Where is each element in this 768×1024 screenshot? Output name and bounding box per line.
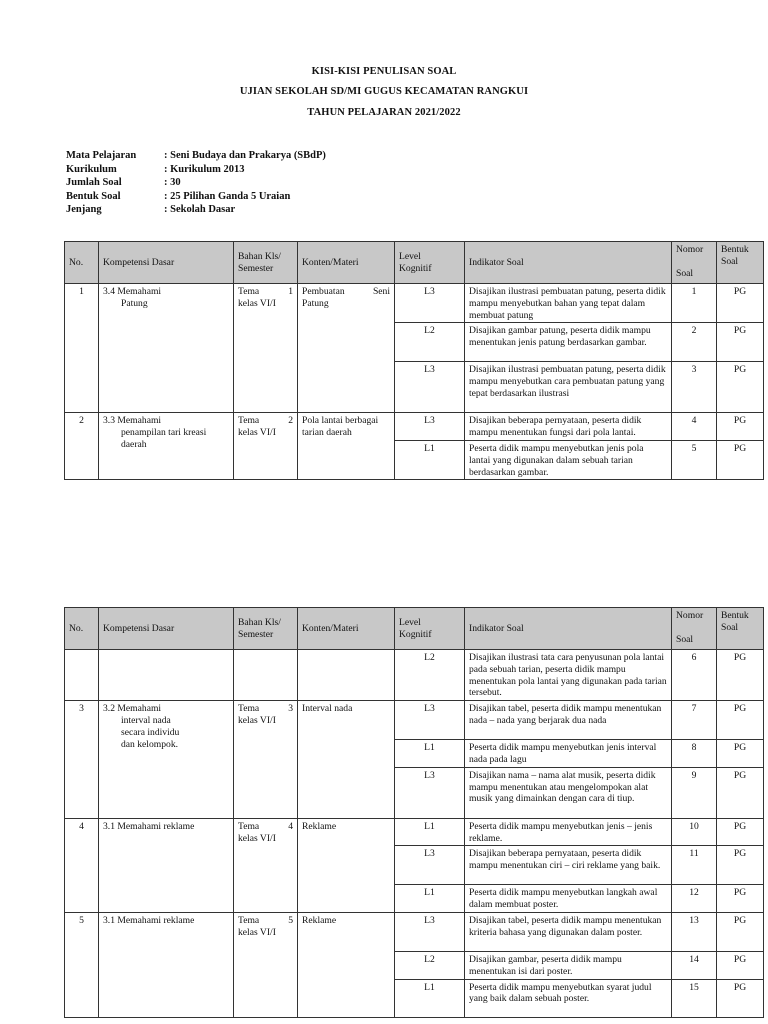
meta-row-curriculum [66,163,326,177]
bahan-cell: Tema 1 kelas VI/I [234,284,298,413]
table-row [65,912,764,951]
nomor-cell: 13 [672,912,717,951]
row-number: 4 [65,818,99,912]
col-header-no: No. [65,242,99,284]
row-number: 1 [65,284,99,413]
bentuk-cell: PG [717,885,764,913]
kompetensi-cell [99,650,234,701]
bentuk-cell: PG [717,951,764,979]
level-cell: L2 [395,951,465,979]
kisi-kisi-table-1 [64,241,764,480]
konten-cell: Reklame [298,912,395,1017]
meta-label: Bentuk Soal [66,190,121,202]
level-cell: L1 [395,740,465,768]
col-header-konten: Konten/Materi [298,242,395,284]
col-header-kompetensi: Kompetensi Dasar [99,608,234,650]
bentuk-cell: PG [717,846,764,885]
kompetensi-cell: 3.2 Memahami interval nada secara individu dan kelompok. [99,701,234,819]
bahan-cell: Tema 2 kelas VI/I [234,413,298,480]
nomor-cell: 5 [672,440,717,479]
meta-row-question-count [66,176,326,190]
col-header-bahan: Bahan Kls/ Semester [234,242,298,284]
meta-row-level [66,203,326,217]
col-header-no: No. [65,608,99,650]
konten-cell [298,650,395,701]
bentuk-cell: PG [717,767,764,818]
indikator-cell: Disajikan beberapa pernyataan, peserta didik mampu menentukan ciri – ciri reklame yang baik. [465,846,672,885]
document-title: KISI-KISI PENULISAN SOAL [311,66,457,77]
kompetensi-cell: 3.1 Memahami reklame [99,818,234,912]
meta-row-question-type [66,190,326,204]
col-header-bahan: Bahan Kls/ Semester [234,608,298,650]
col-header-nomor: Nomor Soal [672,608,717,650]
bahan-cell [234,650,298,701]
bentuk-cell: PG [717,440,764,479]
konten-cell: Interval nada [298,701,395,819]
indikator-cell: Disajikan gambar, peserta didik mampu menentukan isi dari poster. [465,951,672,979]
col-header-level: Level Kognitif [395,608,465,650]
konten-cell: Reklame [298,818,395,912]
indikator-cell: Disajikan tabel, peserta didik mampu menentukan kriteria bahasa yang digunakan dalam poster. [465,912,672,951]
indikator-cell: Peserta didik mampu menyebutkan jenis pola lantai yang digunakan dalam sebuah tarian berdasarkan gambar. [465,440,672,479]
level-cell: L3 [395,284,465,323]
meta-label: Kurikulum [66,163,117,175]
bentuk-cell: PG [717,362,764,413]
document-subtitle: UJIAN SEKOLAH SD/MI GUGUS KECAMATAN RANGKUI [239,86,529,97]
konten-cell: Pola lantai berbagai tarian daerah [298,413,395,480]
nomor-cell: 4 [672,413,717,441]
row-number: 2 [65,413,99,480]
kompetensi-cell: 3.1 Memahami reklame [99,912,234,1017]
kompetensi-cell: 3.4 Memahami Patung [99,284,234,413]
bahan-cell: Tema 3 kelas VI/I [234,701,298,819]
level-cell: L1 [395,818,465,846]
table-row [65,284,764,323]
row-number [65,650,99,701]
document-year: TAHUN PELAJARAN 2021/2022 [307,107,461,118]
level-cell: L1 [395,979,465,1017]
nomor-cell: 8 [672,740,717,768]
bentuk-cell: PG [717,740,764,768]
level-cell: L2 [395,650,465,701]
level-cell: L3 [395,912,465,951]
nomor-cell: 9 [672,767,717,818]
bentuk-cell: PG [717,323,764,362]
row-number: 5 [65,912,99,1017]
nomor-cell: 6 [672,650,717,701]
indikator-cell: Peserta didik mampu menyebutkan langkah awal dalam membuat poster. [465,885,672,913]
level-cell: L1 [395,440,465,479]
indikator-cell: Peserta didik mampu menyebutkan syarat judul yang baik dalam sebuah poster. [465,979,672,1017]
nomor-cell: 3 [672,362,717,413]
col-header-level: Level Kognitif [395,242,465,284]
indikator-cell: Disajikan tabel, peserta didik mampu menentukan nada – nada yang berjarak dua nada [465,701,672,740]
indikator-cell: Peserta didik mampu menyebutkan jenis – jenis reklame. [465,818,672,846]
meta-value: : 25 Pilihan Ganda 5 Uraian [164,190,291,202]
table-row [65,701,764,740]
bentuk-cell: PG [717,818,764,846]
bentuk-cell: PG [717,650,764,701]
indikator-cell: Disajikan beberapa pernyataan, peserta didik mampu menentukan fungsi dari pola lantai. [465,413,672,441]
indikator-cell: Disajikan gambar patung, peserta didik mampu menentukan jenis patung berdasarkan gambar. [465,323,672,362]
indikator-cell: Disajikan ilustrasi pembuatan patung, peserta didik mampu menyebutkan cara pembuatan patung yang tepat berdasarkan ilustrasi [465,362,672,413]
indikator-cell: Disajikan ilustrasi tata cara penyusunan pola lantai pada sebuah tarian, peserta didik mampu menentukan pola lantai yang digunakan pada tarian tersebut. [465,650,672,701]
kompetensi-cell: 3.3 Memahami penampilan tari kreasi daerah [99,413,234,480]
col-header-nomor: Nomor Soal [672,242,717,284]
konten-cell: Pembuatan Seni Patung [298,284,395,413]
level-cell: L1 [395,885,465,913]
table-row [65,413,764,441]
level-cell: L2 [395,323,465,362]
nomor-cell: 2 [672,323,717,362]
bentuk-cell: PG [717,701,764,740]
nomor-cell: 15 [672,979,717,1017]
meta-value: : 30 [164,177,181,189]
table-header-row [65,242,764,284]
col-header-kompetensi: Kompetensi Dasar [99,242,234,284]
level-cell: L3 [395,413,465,441]
meta-value: : Sekolah Dasar [164,204,236,216]
table-header-row [65,608,764,650]
bentuk-cell: PG [717,979,764,1017]
nomor-cell: 7 [672,701,717,740]
level-cell: L3 [395,846,465,885]
bahan-cell: Tema 4 kelas VI/I [234,818,298,912]
meta-label: Mata Pelajaran [66,150,137,161]
indikator-cell: Disajikan ilustrasi pembuatan patung, peserta didik mampu menyebutkan bahan yang tepat dalam membuat patung [465,284,672,323]
table-row [65,818,764,846]
level-cell: L3 [395,362,465,413]
bentuk-cell: PG [717,413,764,441]
col-header-konten: Konten/Materi [298,608,395,650]
bentuk-cell: PG [717,912,764,951]
nomor-cell: 12 [672,885,717,913]
nomor-cell: 11 [672,846,717,885]
nomor-cell: 10 [672,818,717,846]
meta-row-subject [66,149,326,163]
subject-info [66,149,326,217]
level-cell: L3 [395,767,465,818]
bahan-cell: Tema 5 kelas VI/I [234,912,298,1017]
bentuk-cell: PG [717,284,764,323]
kisi-kisi-table-2 [64,607,764,1018]
nomor-cell: 14 [672,951,717,979]
col-header-indikator: Indikator Soal [465,242,672,284]
indikator-cell: Peserta didik mampu menyebutkan jenis interval nada pada lagu [465,740,672,768]
col-header-bentuk: Bentuk Soal [717,242,764,284]
meta-label: Jumlah Soal [66,177,122,189]
row-number: 3 [65,701,99,819]
level-cell: L3 [395,701,465,740]
meta-value: : Seni Budaya dan Prakarya (SBdP) [164,150,326,161]
indikator-cell: Disajikan nama – nama alat musik, peserta didik mampu menentukan atau mengelompokan alat musik yang dimainkan dengan cara di tiup. [465,767,672,818]
col-header-bentuk: Bentuk Soal [717,608,764,650]
col-header-indikator: Indikator Soal [465,608,672,650]
meta-label: Jenjang [66,204,102,216]
meta-value: : Kurikulum 2013 [164,163,245,175]
table-row [65,650,764,701]
nomor-cell: 1 [672,284,717,323]
